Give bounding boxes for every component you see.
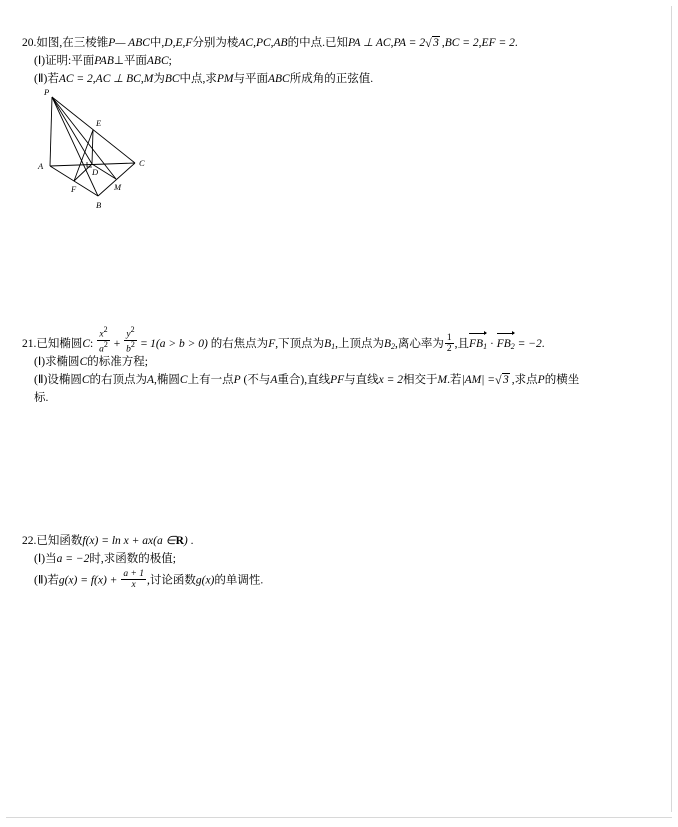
q21-vertex-a: A xyxy=(147,374,155,387)
q21-b1: B xyxy=(324,338,332,351)
q21-part1-ellipse: C xyxy=(79,356,88,369)
q20-m-point: M xyxy=(143,72,154,85)
q20-part2-a: 若 xyxy=(47,72,59,85)
question-21-part2-cont xyxy=(22,390,642,408)
q21-fb2-sub: 2 xyxy=(510,342,515,352)
figure-label-A: A xyxy=(38,161,44,171)
q22-g-name: g(x) xyxy=(195,573,215,586)
q20-ef-val: EF = 2 xyxy=(481,37,515,49)
q20-pa-val: PA = 2 xyxy=(393,37,426,49)
q22-g-fraction xyxy=(121,569,146,591)
q21-part2-ellipse2: C xyxy=(179,374,188,387)
q21-fb1-sub: 1 xyxy=(483,342,488,352)
q21-part2-a: 设椭圆 xyxy=(47,374,82,387)
q21-b2-sub: 2 xyxy=(391,342,396,352)
q22-part2-a: 若 xyxy=(47,573,59,586)
q21-vector-fb2 xyxy=(497,334,515,354)
q21-part2-c: ,椭圆 xyxy=(154,374,180,387)
q20-part1-text2: 平面 xyxy=(123,54,147,67)
q22-real-set: R xyxy=(175,535,184,547)
q21-dot-val: = −2 xyxy=(517,338,542,351)
q21-point-p: P xyxy=(233,374,241,387)
q21-b: b xyxy=(126,344,131,355)
q20-stem-mid1: 中, xyxy=(149,37,165,49)
q20-part2-label: (Ⅱ) xyxy=(34,72,48,85)
q20-part1-text: 证明:平面 xyxy=(45,54,95,67)
q21-line-x2: x = 2 xyxy=(378,374,404,387)
q22-stem-end: . xyxy=(190,535,194,547)
q22-f-def-end: ) xyxy=(183,535,188,547)
q21-stem-e: ,且 xyxy=(454,338,470,351)
q21-part1-label: (Ⅰ) xyxy=(34,356,46,369)
q21-part2-label: (Ⅱ) xyxy=(34,374,48,387)
figure-label-E: E xyxy=(96,118,102,128)
question-20 xyxy=(22,35,642,88)
q20-stem-prefix: 如图,在三棱锥 xyxy=(36,37,109,49)
figure-label-C: C xyxy=(139,158,145,168)
q20-points: D,E,F xyxy=(164,37,193,49)
question-21-part1 xyxy=(22,354,642,372)
q21-ecc-num: 1 xyxy=(446,332,452,343)
q21-part1-text2: 的标准方程; xyxy=(87,356,148,369)
figure-label-P: P xyxy=(44,87,50,97)
q20-perp: PA ⊥ AC xyxy=(347,37,391,49)
q20-edges: AC,PC,AB xyxy=(238,37,288,49)
question-21-part2 xyxy=(22,372,642,390)
q20-pa-radicand: 3 xyxy=(433,37,439,49)
edge-PA xyxy=(50,97,52,166)
pyramid-svg xyxy=(30,84,190,214)
q21-stem-c: ,上顶点为 xyxy=(335,338,384,351)
edge-ED xyxy=(92,130,93,164)
q22-part2-label: (Ⅱ) xyxy=(34,573,48,586)
q20-part2-b: 为 xyxy=(153,72,165,85)
q22-part1-a: 当 xyxy=(45,552,57,565)
q20-part1-end: ; xyxy=(168,54,172,67)
q21-part2-f: 重合),直线 xyxy=(277,374,331,387)
q21-am-abs: |AM| = xyxy=(461,374,496,387)
q21-part2-b: 的右顶点为 xyxy=(89,374,147,387)
q20-part2-d: 与平面 xyxy=(233,72,268,85)
q21-stem-prefix: 已知椭圆 xyxy=(36,338,83,351)
q21-stem-d: ,离心率为 xyxy=(395,338,444,351)
question-21 xyxy=(22,326,642,408)
q20-part2-e: 所成角的正弦值. xyxy=(289,72,374,85)
figure-label-D: D xyxy=(92,167,99,177)
q21-part2-k: 的横坐 xyxy=(544,374,580,387)
q21-point-m: M xyxy=(437,374,448,387)
q21-focus: F xyxy=(268,338,276,351)
q22-stem-prefix: 已知函数 xyxy=(36,535,83,547)
q22-part1-b: 时,求函数的极值; xyxy=(89,552,176,565)
q21-line-pf: PF xyxy=(330,374,345,387)
q22-part1-label: (Ⅰ) xyxy=(34,552,46,565)
q21-stem-b: ,下顶点为 xyxy=(275,338,325,351)
q21-part2-ellipse1: C xyxy=(81,374,90,387)
q22-part2-b: ,讨论函数 xyxy=(147,573,196,586)
q22-g-def: g(x) = f(x) + xyxy=(58,573,118,586)
q21-ecc-den: 2 xyxy=(446,344,452,355)
q21-b1-sub: 1 xyxy=(331,342,336,352)
q22-part2-c: 的单调性. xyxy=(214,573,264,586)
q21-part2-j: ,求点 xyxy=(511,374,538,387)
edge-PC xyxy=(52,97,135,163)
q20-bc-seg: BC xyxy=(164,72,180,85)
q21-part2-e: (不与 xyxy=(243,374,271,387)
question-20-part1 xyxy=(22,53,642,71)
q21-x-fraction: $\frac{x^2}{a^2}$ xyxy=(99,325,108,355)
q20-pm-seg: PM xyxy=(216,72,234,85)
q20-plane-pab: PAB xyxy=(94,54,114,67)
q21-y: y xyxy=(126,329,131,340)
q21-fb2: FB xyxy=(496,338,511,351)
page-edge-bottom xyxy=(6,817,672,818)
q21-stem-a: 的右焦点为 xyxy=(210,338,269,351)
q21-stem-f: . xyxy=(541,338,545,351)
figure-label-F: F xyxy=(71,184,77,194)
q21-ecc-fraction xyxy=(445,333,454,355)
q22-g-den: x xyxy=(131,579,136,590)
q21-eq-rhs: 1(a > b > 0) xyxy=(150,338,208,351)
q21-ellipse-label: C xyxy=(82,338,91,351)
question-20-stem: 20.如图,在三棱锥P— ABC中,D,E,F分别为棱AC,PC,AB的中点.已知PA ⊥ AC,PA = 2 √ 3 ,BC = 2,EF = 2. xyxy=(22,35,642,53)
q21-fb1: FB xyxy=(469,338,484,351)
question-21-stem: 21.已知椭圆C: $\frac{x^2}{a^2}$ + $\frac{y^2}{b^2}$ = 1(a > b > 0) 的右焦点为F,下顶点为$B_1$,上顶点为$B_2$,离心率为 $\frac{1}{2}$ ,且$FB_1 \cdot FB_2 = -2$. xyxy=(22,325,545,355)
figure-label-B: B xyxy=(96,200,102,210)
q21-part2-h: 相交于 xyxy=(403,374,438,387)
q21-part1-text: 求椭圆 xyxy=(45,356,80,369)
page-edge-right xyxy=(671,6,672,812)
q21-b2: B xyxy=(384,338,392,351)
q21-part2-g: 与直线 xyxy=(344,374,379,387)
q22-g-num: a + 1 xyxy=(123,568,144,579)
q21-part2-l: 标. xyxy=(34,391,49,404)
question-22-stem xyxy=(22,533,642,551)
q20-bc-val: BC = 2 xyxy=(444,37,479,49)
q21-am-radicand: 3 xyxy=(503,374,509,387)
q20-plane-abc: ABC xyxy=(146,54,169,67)
question-20-number: 20. xyxy=(22,37,37,49)
q20-plane-abc2: ABC xyxy=(268,72,290,85)
q20-perp-sym: ⊥ xyxy=(113,54,124,67)
q20-ac-perp-bc: AC ⊥ BC xyxy=(95,72,141,85)
q22-f-def: f(x) = ln x + ax(a ∈ xyxy=(82,535,176,547)
q20-part2-c: 中点,求 xyxy=(179,72,217,85)
question-22-number: 22. xyxy=(22,535,37,547)
q21-x: x xyxy=(99,329,104,340)
question-22 xyxy=(22,533,642,590)
q21-point-p2: P xyxy=(537,374,545,387)
question-22-part1 xyxy=(22,551,642,569)
question-22-part2 xyxy=(22,569,642,591)
question-21-number: 21. xyxy=(22,338,37,351)
q22-a-val: a = −2 xyxy=(56,552,90,565)
q21-part2-d: 上有一点 xyxy=(187,374,234,387)
q20-part1-label: (Ⅰ) xyxy=(34,54,46,67)
q20-pyramid: P— ABC xyxy=(108,37,150,49)
q21-part2-i: .若 xyxy=(447,374,462,387)
figure-label-M: M xyxy=(114,182,122,192)
edge-PD xyxy=(52,97,92,164)
q20-ac-eq2: AC = 2 xyxy=(58,72,93,85)
triangular-pyramid-figure xyxy=(30,84,190,214)
q21-a: a xyxy=(99,344,104,355)
question-20-part2: (Ⅱ)若AC = 2,AC ⊥ BC,M为BC中点,求PM与平面ABC所成角的正弦值. xyxy=(34,72,374,85)
q20-stem-mid2: 分别为棱 xyxy=(192,37,239,49)
q20-stem-mid3: 的中点.已知 xyxy=(287,37,348,49)
q21-vector-fb1 xyxy=(469,334,487,354)
q21-vertex-a2: A xyxy=(270,374,278,387)
q21-y-fraction: $\frac{y^2}{b^2}$ xyxy=(126,325,135,355)
